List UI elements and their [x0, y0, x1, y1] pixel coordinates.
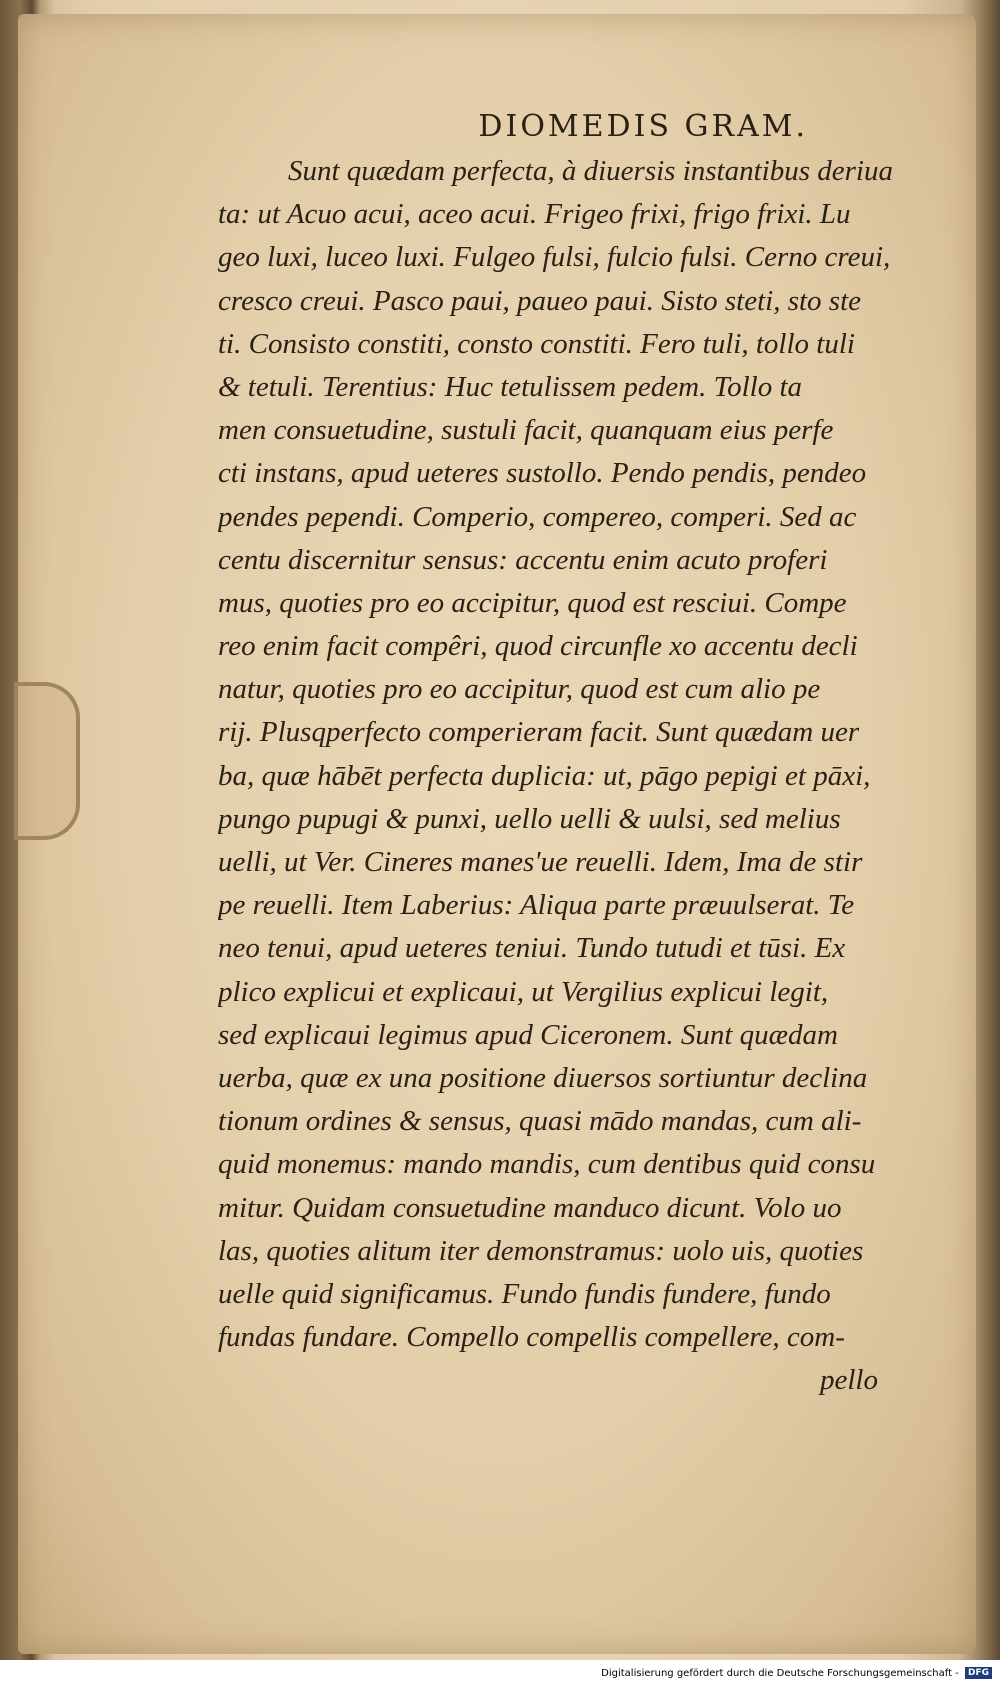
running-head: DIOMEDIS GRAM. [478, 109, 808, 144]
text-line: fundas fundare. Compello compellis compellere, com- [218, 1321, 845, 1354]
text-line: las, quoties alitum iter demonstramus: uolo uis, quoties [218, 1234, 864, 1267]
text-line: natur, quoties pro eo accipitur, quod est cum alio pe [218, 673, 821, 706]
text-line: ti. Consisto constiti, consto constiti. Fero tuli, tollo tuli [218, 327, 855, 360]
text-line: uerba, quæ ex una positione diuersos sortiuntur declina [218, 1061, 868, 1094]
text-line: ba, quæ hābēt perfecta duplicia: ut, pāgo pepigi et pāxi, [218, 759, 871, 792]
footer [0, 1660, 1000, 1686]
text-line: tionum ordines & sensus, quasi mādo mandas, cum ali- [218, 1105, 862, 1138]
text-line: mus, quoties pro eo accipitur, quod est resciui. Compe [218, 586, 847, 619]
catchword: pello [820, 1364, 878, 1397]
text-line: centu discernitur sensus: accentu enim acuto proferi [218, 543, 828, 576]
text-line: rij. Plusqperfecto comperieram facit. Sunt quædam uer [218, 716, 860, 749]
text-line: neo tenui, apud ueteres teniui. Tundo tutudi et tūsi. Ex [218, 932, 846, 965]
text-line: uelli, ut Ver. Cineres manes'ue reuelli. Idem, Ima de stir [218, 846, 863, 878]
text-line: cti instans, apud ueteres sustollo. Pendo pendis, pendeo [218, 457, 867, 490]
text-line: cresco creui. Pasco paui, paueo paui. Sisto steti, sto ste [218, 284, 862, 317]
text-line: pe reuelli. Item Laberius: Aliqua parte præuulserat. Te [218, 889, 855, 922]
footer-text: Digitalisierung gefördert durch die Deutsche Forschungsgemeinschaft - [601, 1668, 959, 1679]
text-line: plico explicui et explicaui, ut Vergilius explicui legit, [218, 975, 829, 1008]
text-line: pungo pupugi & punxi, uello uelli & uulsi, sed melius [218, 802, 841, 835]
text-line: geo luxi, luceo luxi. Fulgeo fulsi, fulcio fulsi. Cerno creui, [218, 241, 891, 274]
text-line: Sunt quædam perfecta, à diuersis instantibus deriua [288, 155, 893, 187]
text-line: mitur. Quidam consuetudine manduco dicunt. Volo uo [218, 1191, 842, 1224]
text-line: ta: ut Acuo acui, aceo acui. Frigeo frixi, frigo frixi. Lu [218, 198, 851, 231]
text-line: men consuetudine, sustuli facit, quanquam eius perfe [218, 414, 834, 447]
text-line: reo enim facit compêri, quod circunfle xo accentu decli [218, 630, 858, 663]
text-block [218, 104, 958, 1402]
dfg-logo: DFG [965, 1667, 992, 1679]
text-line: quid monemus: mando mandis, cum dentibus quid consu [218, 1148, 876, 1181]
text-line: pendes pependi. Comperio, compereo, comperi. Sed ac [218, 500, 857, 533]
text-line: & tetuli. Terentius: Huc tetulissem pedem. Tollo ta [218, 370, 803, 403]
book-clasp [14, 682, 80, 840]
text-lines [218, 150, 958, 1359]
text-line: sed explicaui legimus apud Ciceronem. Sunt quædam [218, 1018, 838, 1051]
text-line: uelle quid significamus. Fundo fundis fundere, fundo [218, 1277, 831, 1310]
